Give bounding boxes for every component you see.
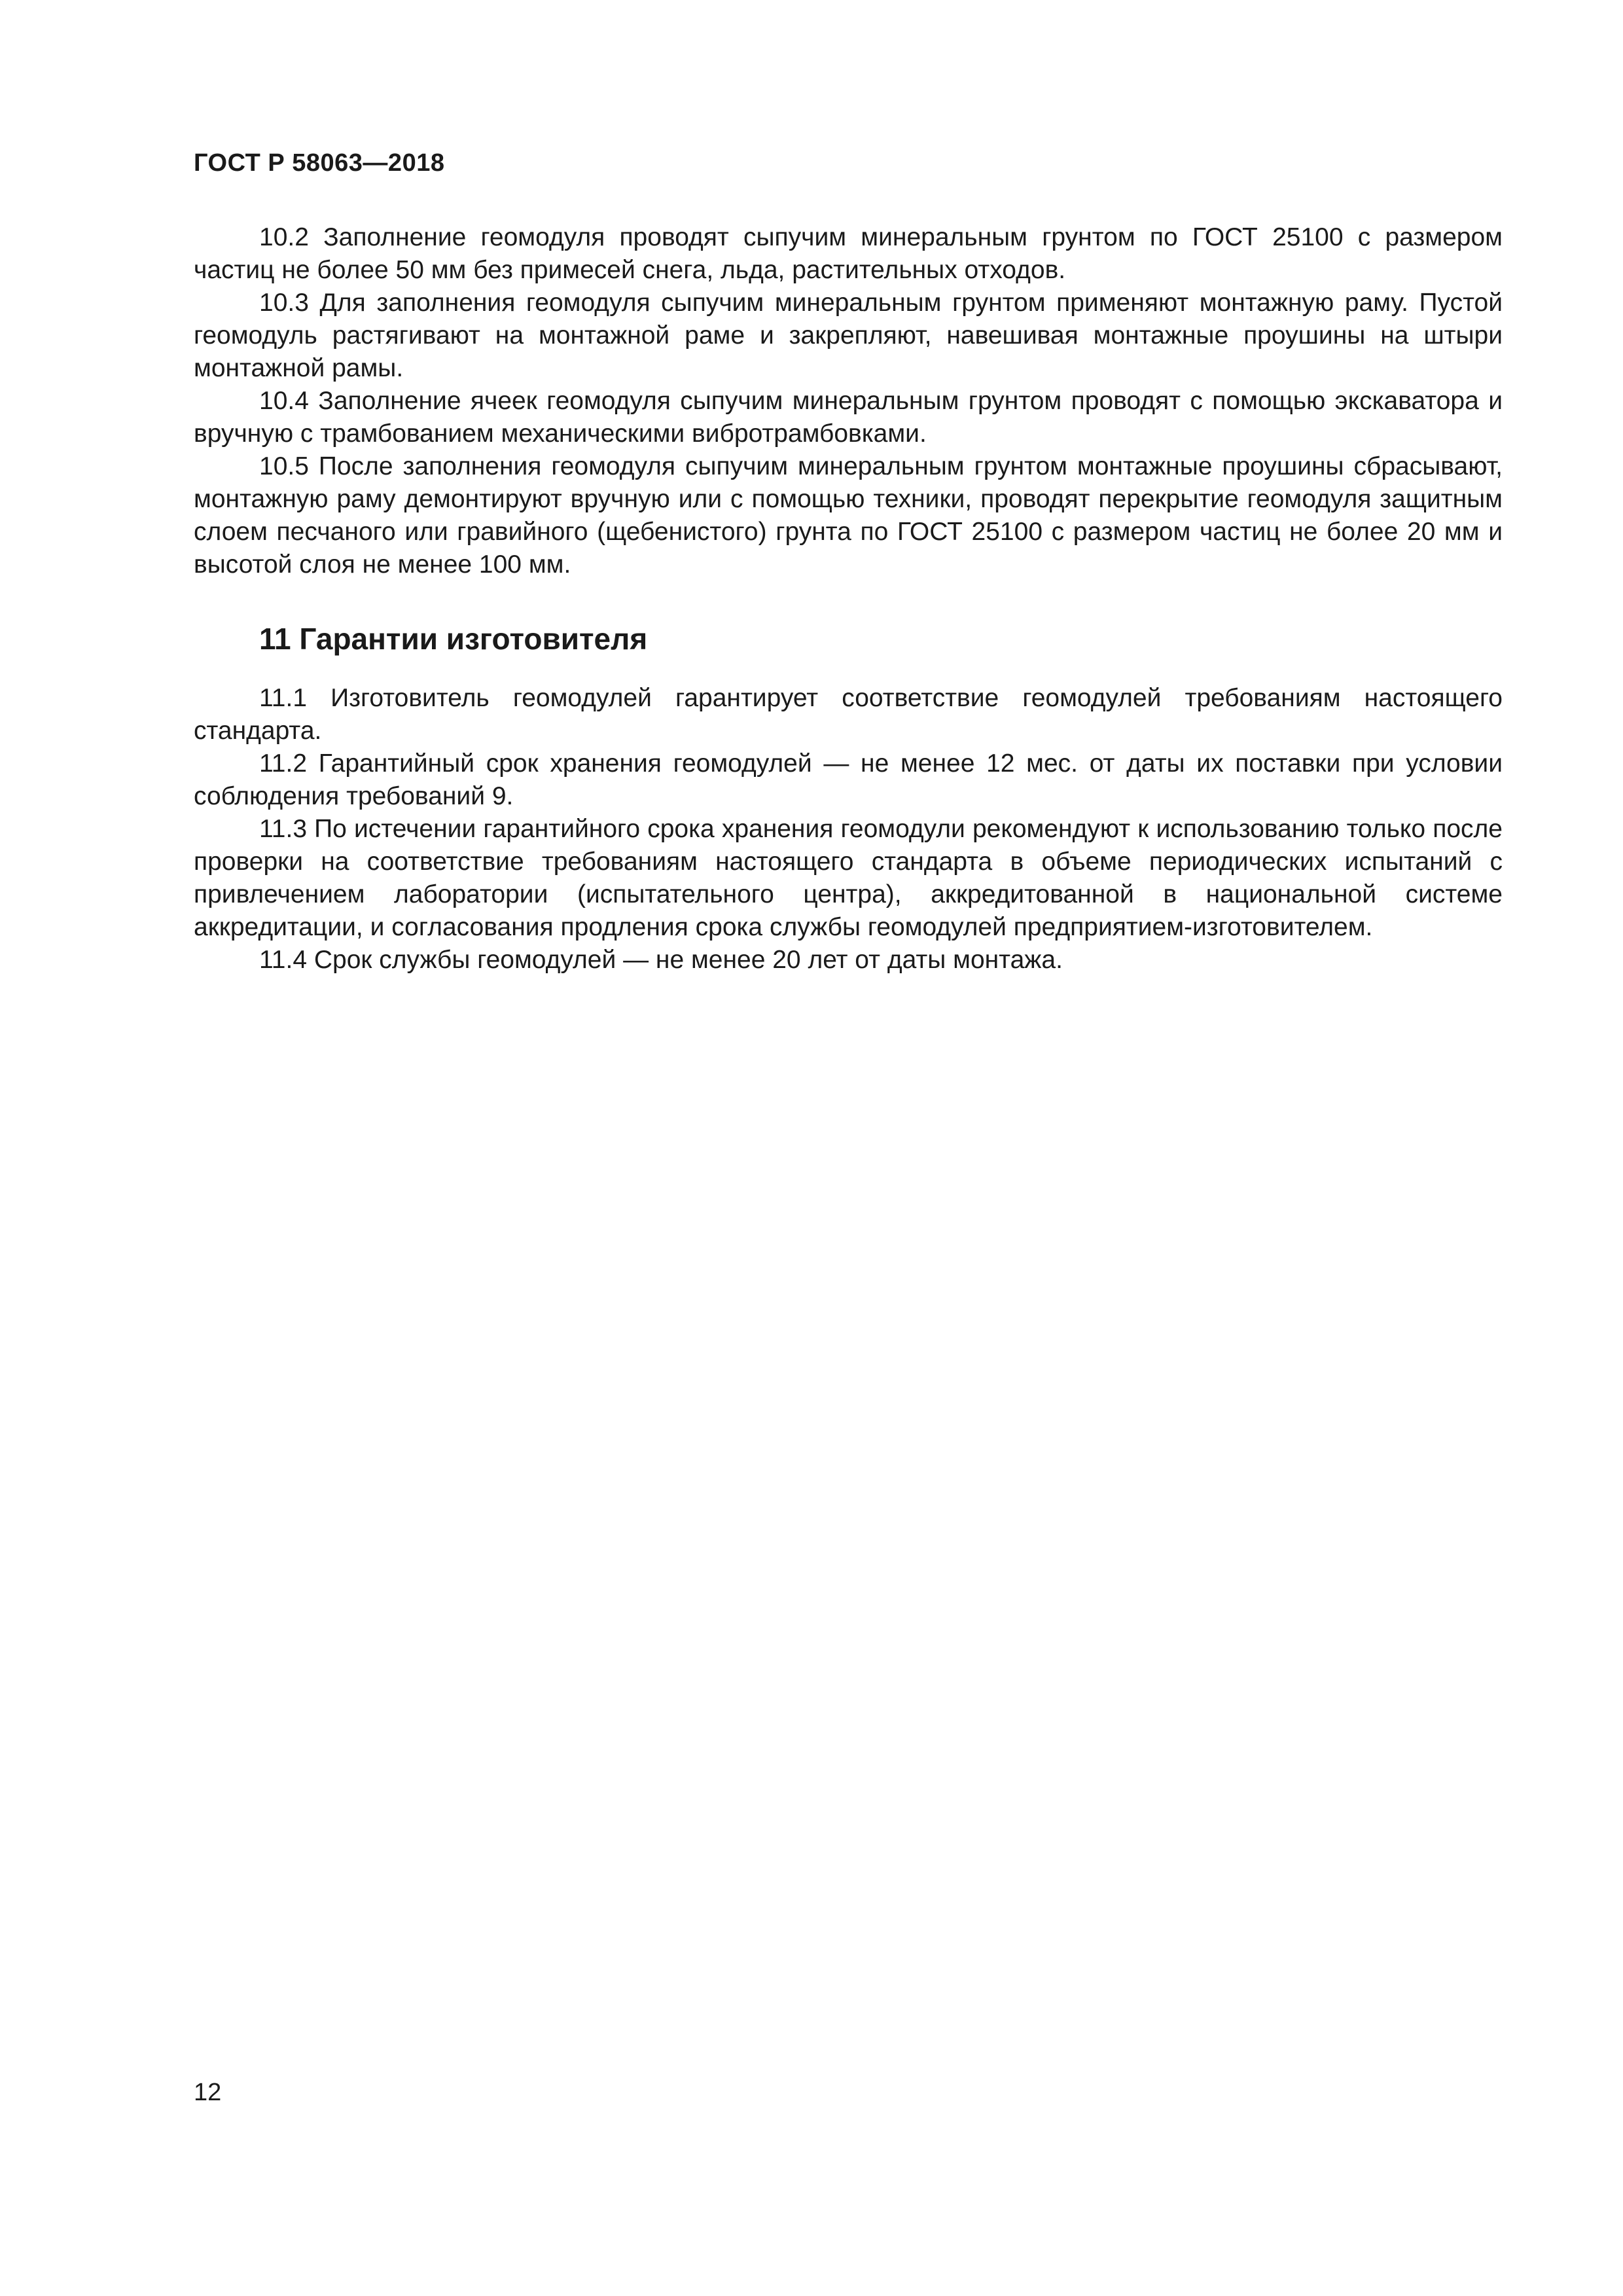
page-number: 12 (194, 2079, 222, 2106)
paragraph-10-4: 10.4 Заполнение ячеек геомодуля сыпучим минеральным грунтом проводят с помощью экскаватора и вручную с трамбованием механическими вибротрамбовками. (194, 387, 1503, 448)
document-header: ГОСТ Р 58063—2018 (194, 149, 445, 177)
paragraph-10-5: 10.5 После заполнения геомодуля сыпучим минеральным грунтом монтажные проушины сбрасывают, монтажную раму демонтируют вручную или с помощью техники, проводят перекрытие геомодуля защитным слоем песчаного или гравийного (щебенистого) грунта по ГОСТ 25100 с размером частиц не более 20 мм и высотой слоя не менее 100 мм. (194, 452, 1503, 579)
paragraph-11-3: 11.3 По истечении гарантийного срока хранения геомодули рекомендуют к использованию только после проверки на соответствие требованиям настоящего стандарта в объеме периодических испытаний с привлечением лаборатории (испытательного центра), аккредитованной в национальной системе аккредитации, и согласования продления срока службы геомодулей предприятием-изготовителем. (194, 815, 1503, 941)
paragraph-11-1: 11.1 Изготовитель геомодулей гарантирует соответствие геомодулей требованиям настоящего стандарта. (194, 684, 1503, 745)
paragraph-10-3: 10.3 Для заполнения геомодуля сыпучим минеральным грунтом применяют монтажную раму. Пустой геомодуль растягивают на монтажной раме и закрепляют, навешивая монтажные проушины на штыри монтажной рамы. (194, 289, 1503, 382)
paragraph-11-4: 11.4 Срок службы геомодулей — не менее 20 лет от даты монтажа. (259, 946, 1063, 974)
section-heading-11: 11 Гарантии изготовителя (259, 622, 648, 656)
paragraph-11-2: 11.2 Гарантийный срок хранения геомодулей — не менее 12 мес. от даты их поставки при условии соблюдения требований 9. (194, 749, 1503, 810)
paragraph-10-2: 10.2 Заполнение геомодуля проводят сыпучим минеральным грунтом по ГОСТ 25100 с размером частиц не более 50 мм без примесей снега, льда, растительных отходов. (194, 223, 1503, 284)
document-body (194, 221, 1503, 977)
